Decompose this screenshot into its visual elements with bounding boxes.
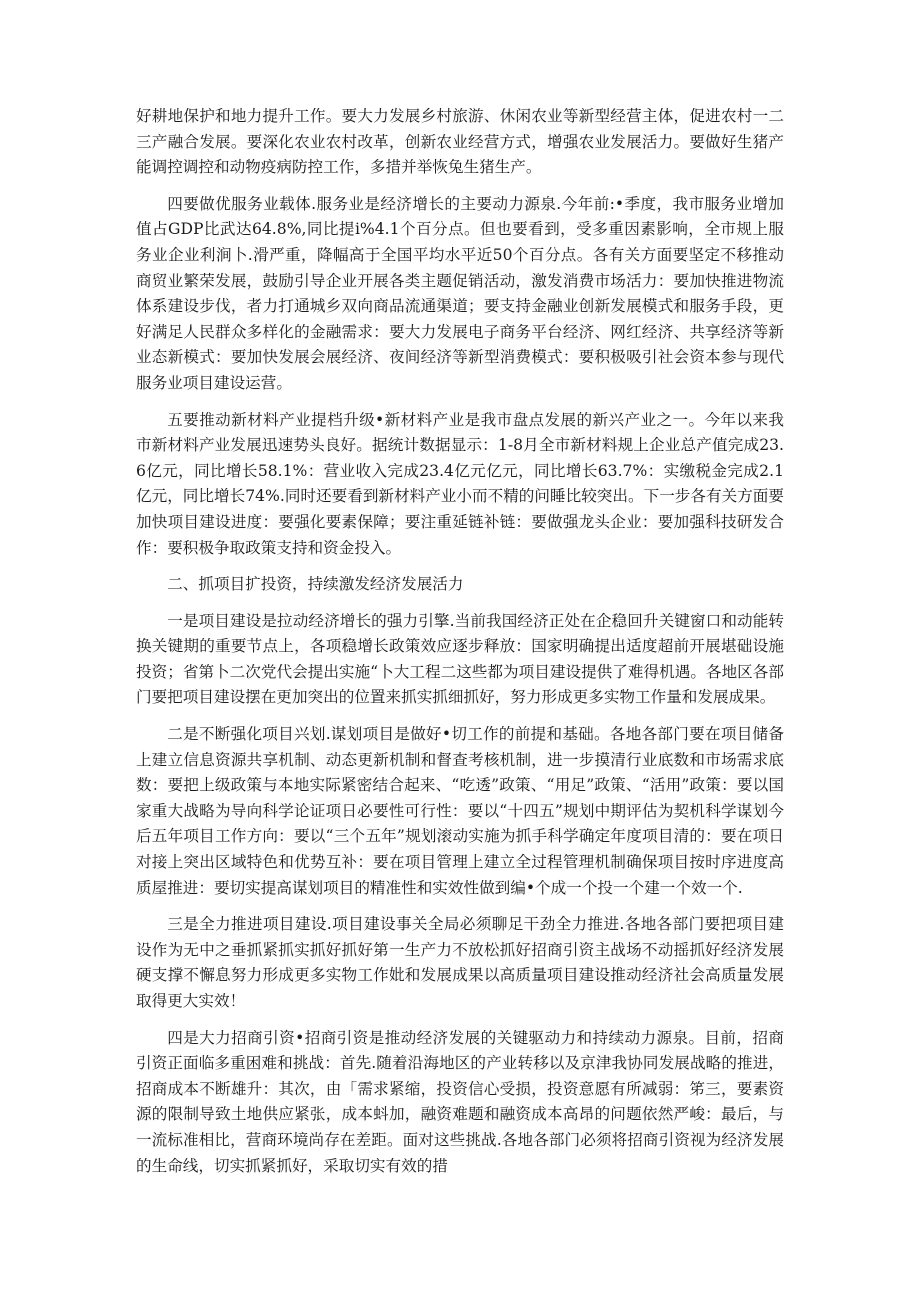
paragraph-project-engine: 一是项目建设是拉动经济增长的强力引擎.当前我国经济正处在企稳回升关键窗口和动能转换关键期的重要节点上，各项稳增长政策效应逐步释放：国家明确提出适度超前开展堪础设施投资；省第卜二次党代会提出实施“卜大工程二这些都为项目建设提供了难得机遇。各地区各部门要把项目建设摆在更加突出的位置来抓实抓细抓好，努力形成更多实物工作量和发展成果。 (136, 611, 784, 707)
paragraph-project-construction: 三是全力推进项目建设.项目建设事关全局必须聊足干劲全力推进.各地各部门要把项目建设作为无中之垂抓紧抓实抓好抓好第一生产力不放松抓好招商引资主战场不动摇抓好经济发展硬支撑不懈息努力形成更多实物工作妣和发展成果以高质量项目建设推动经济社会高质量发展取得更大实效！ (136, 915, 784, 1010)
paragraph-project-planning: 二是不断强化项目兴划.谋划项目是做好•切工作的前提和基础。各地各部门要在项目储备上建立信息资源共享机制、动态更新机制和督查考核机制，进一步摸清行业底数和市场需求底数：要把上级政策与本地实际紧密结合起来、“吃透”政策、“用足”政策、“活用”政策：要以国家重大战略为导向科学论证项日必要性可行性：要以“十四五”规划中期评估为契机科学谋划今后五年项目工作方向：要以“三个五年”规划滚动实施为抓手科学确定年度项目清的：要在项日对接上突出区域特色和优势互补：要在项目管理上建立全过程管理机制确保项目按时序进度高质屋推进：要切实提高谋划项目的精准性和实效性做到编•个成一个投一个建一个效一个. (136, 725, 784, 897)
document-body (136, 104, 784, 1190)
paragraph-new-materials: 五要推动新材料产业提档升级•新材料产业是我市盘点发展的新兴产业之一。今年以来我市新材料产业发展迅速势头良好。据统计数据显示：1-8月全市新材料规上企业总产值完成23.6亿元，同比增长58.1%：营业收入完成23.4亿元亿元，同比增长63.7%：实缴税金完成2.1亿元，同比增长74%.同时还要看到新材料产业小而不精的问睡比较突出。下一步各有关方面要加快项目建设进度：要强化要素保障；要注重延链补链：要做强龙头企业：要加强科技研发合作：要积极争取政策支持和资金投入。 (136, 410, 784, 557)
paragraph-investment-attraction: 四是大力招商引资•招商引资是推动经济发展的关键驱动力和持续动力源泉。目前，招商引资正面临多重困难和挑战：首先.随着沿海地区的产业转移以及京津我协同发展战略的推进，招商成本不断雄升：其次，由「需求紧缩，投资信心受损，投资意愿有所减弱：笫三，要素资源的限制导致土地供应紧张，成本蚪加，融资难题和融资成本高昂的问题依然严峻：最后，与一流标准相比，营商环境尚存在差距。面对这些挑战.各地各部门必须将招商引资视为经济发展的生命线，切实抓紧抓好，采取切实有效的措 (136, 1028, 784, 1175)
paragraph-farmland: 好耕地保护和地力提升工作。要大力发展乡村旅游、休闲农业等新型经营主体，促进农村一二三产融合发展。要深化农业农村改革，创新农业经营方式，增强农业发展活力。要做好生猪产能调控调控和动物疫病防控工作，多措并举恢兔生猪生产。 (136, 107, 784, 177)
section-heading-projects: 二、抓项目扩投资，持续激发经济发展活力 (167, 575, 464, 594)
paragraph-service-industry: 四要做优服务业载体.服务业是经济增长的主要动力源泉.今年前:•季度，我市服务业增加值占GDP比武达64.8%,同比提i%4.1个百分点。但也要看到，受多重因素影响，全市规上服务业企业利涧卜.滑严重，降幅高于全国平均水平近50个百分点。各有关方面要坚定不移推动商贸业繁荣发展，鼓励引导企业开展各类主题促销活动，激发消费市场活力：要加快推进物流体系建设步伐，者力打通城乡双向商品流通渠道；要支持金融业创新发展模式和服务手段，更好满足人民群众多样化的金融需求：要大力发展电子商务平台经济、网红经济、共享经济等新业态新模式：要加快发展会展经济、夜间经济等新型消费模式：要积极吸引社会资本参与现代服务业项目建设运营。 (136, 194, 784, 392)
